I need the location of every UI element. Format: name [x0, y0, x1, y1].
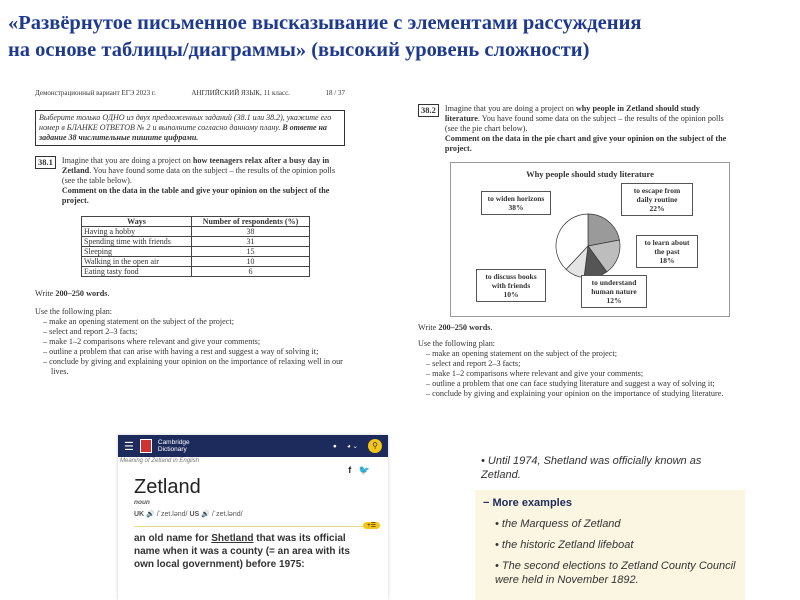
slice-pct: 10% — [503, 290, 519, 299]
header-subject: АНГЛИЙСКИЙ ЯЗЫК, 11 класс. — [191, 89, 290, 97]
label-escape — [621, 183, 693, 216]
us-label: US — [189, 511, 200, 518]
plan-item: – make an opening statement on the subject of the project; — [426, 349, 736, 359]
twitter-icon[interactable]: 🐦 — [358, 465, 370, 475]
task-topic: why people in Zetland should study literature — [444, 104, 700, 123]
more-examples-label: More examples — [492, 497, 572, 509]
slice-pct: 22% — [649, 204, 665, 213]
uk-audio-icon[interactable]: 🔊 — [146, 511, 155, 518]
dictionary-navbar — [118, 435, 388, 457]
table-row — [82, 247, 310, 257]
task-text-end: . You have found some data on the subject – the results of the opinion polls (see the table below). — [61, 166, 336, 185]
task-number: 38.2 — [418, 104, 439, 117]
page-header — [35, 88, 345, 98]
menu-icon[interactable]: ☰ — [124, 440, 134, 453]
plan-title: Use the following plan: — [418, 339, 496, 348]
part-of-speech: noun — [134, 499, 150, 506]
slice-label: to discuss books with friends — [485, 272, 537, 290]
cell: Eating tasty food — [82, 267, 192, 277]
instructions-box — [35, 110, 345, 146]
slide-title — [8, 10, 798, 64]
col-header: Number of respondents (%) — [192, 217, 310, 227]
definition-text: an old name for — [134, 533, 212, 544]
header-left: Демонстрационный вариант ЕГЭ 2023 г. — [35, 89, 156, 97]
plan-item: – make 1–2 comparisons where relevant and give your comments; — [43, 337, 345, 347]
word-range: 200–250 words — [438, 323, 491, 332]
pie-chart — [450, 162, 730, 317]
slice-pct: 12% — [606, 296, 622, 305]
slice-pct: 18% — [659, 256, 675, 265]
slice-label: to widen horizons — [487, 194, 545, 203]
search-icon[interactable]: ⚲ — [368, 439, 382, 453]
task-38-2 — [418, 104, 736, 154]
notice-bold: В ответе на задание 38 числительные пишите цифрами. — [39, 123, 327, 142]
table-row — [82, 227, 310, 237]
plan-item: – make 1–2 comparisons where relevant and give your comments; — [426, 369, 736, 379]
plan-list — [418, 349, 736, 399]
share-icons — [118, 465, 388, 476]
plan-list — [35, 317, 345, 377]
example-item: • The second elections to Zetland County Council were held in November 1892. — [495, 560, 736, 586]
pie-svg — [553, 211, 623, 281]
task-text-end: . You have found some data on the subject – the results of the opinion polls (see the pie chart below). — [444, 114, 724, 133]
slice-label: to escape from daily routine — [633, 186, 681, 204]
more-examples-box — [475, 490, 745, 600]
label-understand — [581, 275, 647, 308]
title-line-1: «Развёрнутое письменное высказывание с элементами рассуждения — [8, 12, 642, 34]
cell: Sleeping — [82, 247, 192, 257]
notice-text: Выберите только ОДНО из двух предложенных заданий (38.1 или 38.2), укажите его номер в БЛАНКЕ ОТВЕТОВ № 2 и выполните согласно данному плану. — [39, 113, 332, 132]
slice-label: to understand human nature — [591, 278, 637, 296]
slice-label: to learn about the past — [644, 238, 690, 256]
example-text: the historic Zetland lifeboat — [501, 539, 634, 551]
meaning-caption: Meaning of Zetland in English — [120, 458, 200, 464]
plan-item: – conclude by giving and explaining your opinion on the importance of relaxing well in our lives. — [43, 357, 345, 377]
task-38-1: 38.1 Imagine that you are doing a project on how teenagers relax after a busy day in Zetland. You have found some data on the subject – the results of the opinion polls (see the table below). Comment on the data in the table and give your opinion on the subject of the project. — [35, 156, 345, 206]
write-label: Write — [418, 323, 439, 332]
definition-text-end: that was its official name when it was a county (= an area with its own local government) before 1975: — [134, 533, 350, 570]
cell: 38 — [192, 227, 310, 237]
task-38-2-page — [418, 104, 736, 399]
cell: 31 — [192, 237, 310, 247]
cell: Spending time with friends — [82, 237, 192, 247]
label-learn-past — [636, 235, 698, 268]
cell: 6 — [192, 267, 310, 277]
definition — [134, 532, 372, 571]
headword: Zetland — [134, 476, 201, 498]
facebook-icon[interactable]: f — [348, 465, 352, 475]
cell: 10 — [192, 257, 310, 267]
respondents-table — [81, 216, 310, 277]
slice-pct: 38% — [508, 203, 524, 212]
cell: Walking in the open air — [82, 257, 192, 267]
user-icon[interactable]: ● — [332, 442, 337, 450]
task-text: Imagine that you are doing a project on — [444, 104, 576, 113]
plan-item: – make an opening statement on the subject of the project; — [43, 317, 345, 327]
example-item: • the historic Zetland lifeboat — [495, 539, 634, 551]
cell: 15 — [192, 247, 310, 257]
chart-title: Why people should study literature — [526, 169, 654, 179]
plan-item: – outline a problem that can arise with having a rest and suggest a way of solving it; — [43, 347, 345, 357]
cambridge-dictionary-screenshot — [118, 435, 388, 600]
title-line-2: на основе таблицы/диаграммы» (высокий уровень сложности) — [8, 39, 590, 61]
task-number: 38.1 — [35, 156, 56, 169]
table-row — [82, 257, 310, 267]
task-text: Imagine that you are doing a project on — [61, 156, 193, 165]
example-item: • the Marquess of Zetland — [495, 518, 621, 530]
globe-icon[interactable]: ◕ ⌄ — [346, 443, 358, 450]
label-discuss — [476, 269, 546, 302]
word-count: Write 200–250 words. — [418, 323, 493, 332]
task-38-1-page — [35, 88, 345, 377]
example-text: Until 1974, Shetland was officially known as Zetland. — [481, 455, 702, 481]
examples-panel — [475, 448, 745, 600]
word-count: Write 200–250 words. — [35, 289, 110, 298]
cambridge-logo-icon — [140, 439, 152, 453]
word-range: 200–250 words — [55, 289, 108, 298]
task-topic: how teenagers relax after a busy day in Zetland — [61, 156, 330, 175]
col-header: Ways — [82, 217, 192, 227]
brand-line-1: Cambridge — [157, 439, 190, 446]
plan-title: Use the following plan: — [35, 307, 113, 316]
add-to-list-icon[interactable]: +☰ — [363, 522, 380, 529]
plan-item: – outline a problem that one can face studying literature and suggest a way of solving it; — [426, 379, 736, 389]
page-number: 18 / 37 — [325, 89, 345, 97]
uk-label: UK — [134, 511, 145, 518]
example-text: The second elections to Zetland County Council were held in November 1892. — [495, 560, 736, 586]
plan-item: – select and report 2–3 facts; — [43, 327, 345, 337]
plan-item: – select and report 2–3 facts; — [426, 359, 736, 369]
cell: Having a hobby — [82, 227, 192, 237]
uk-ipa: /ˈzet.lənd/ — [156, 511, 188, 518]
brand-line-2: Dictionary — [157, 446, 187, 453]
label-widen-horizons — [481, 191, 551, 215]
example-text: the Marquess of Zetland — [501, 518, 621, 530]
task-instruction: Comment on the data in the pie chart and give your opinion on the subject of the project. — [444, 134, 727, 153]
table-row — [82, 237, 310, 247]
us-audio-icon[interactable]: 🔊 — [201, 511, 210, 518]
example-first: • Until 1974, Shetland was officially known as Zetland. — [481, 455, 702, 481]
shetland-link[interactable]: Shetland — [211, 533, 254, 544]
plan-item: – conclude by giving and explaining your opinion on the importance of studying literature. — [426, 389, 736, 399]
more-examples-toggle[interactable]: − More examples — [483, 497, 572, 509]
us-ipa: /ˈzet.lənd/ — [211, 511, 243, 518]
write-label: Write — [35, 289, 56, 298]
table-row — [82, 267, 310, 277]
task-instruction: Comment on the data in the table and give your opinion on the subject of the project — [61, 186, 330, 205]
